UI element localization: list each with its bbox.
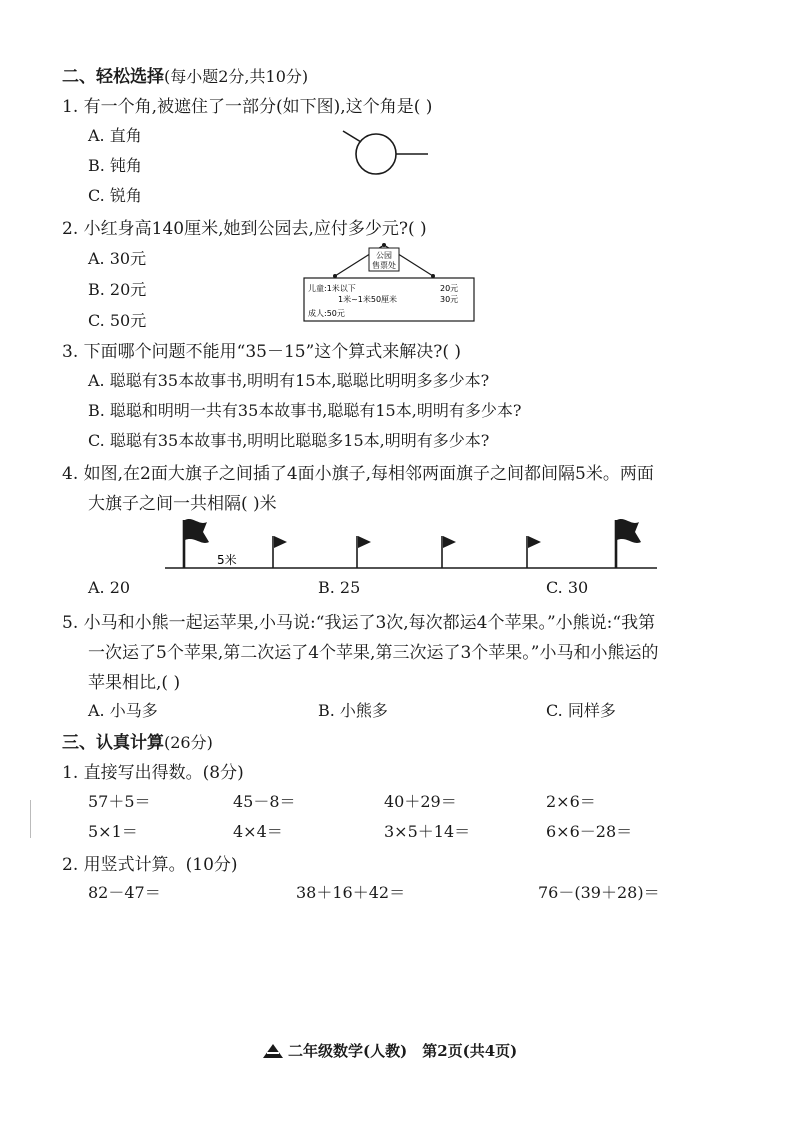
q4-option-c: C. 30	[546, 578, 589, 597]
sign-row3-label: 成人:50元	[308, 309, 345, 318]
hidden-angle-figure	[338, 122, 438, 186]
q5-option-c: C. 同样多	[546, 701, 616, 720]
section-2-note: (每小题2分,共10分)	[164, 67, 309, 86]
q1-option-c: C. 锐角	[88, 186, 142, 205]
calc-2-3: 3×5＋14＝	[384, 822, 471, 841]
calc-part1-title: 1. 直接写出得数。(8分)	[62, 763, 244, 783]
footer-text: 二年级数学(人教) 第2页(共4页)	[288, 1042, 518, 1060]
ticket-sign-figure	[300, 240, 478, 324]
vertical-calc-2: 38＋16＋42＝	[296, 883, 406, 902]
q4-stem-line2: 大旗子之间一共相隔( )米	[88, 494, 277, 514]
q3-stem: 3. 下面哪个问题不能用“35－15”这个算式来解决?( )	[62, 342, 462, 362]
sign-row2-price: 30元	[440, 295, 459, 304]
calc-1-2: 45－8＝	[233, 792, 296, 811]
flags-figure	[165, 512, 660, 574]
section-2-title: 二、轻松选择	[62, 67, 164, 87]
sign-title-2: 售票处	[372, 261, 396, 270]
binding-mark	[30, 800, 31, 838]
publisher-logo-icon	[262, 1043, 284, 1059]
vertical-calc-3: 76－(39＋28)＝	[538, 883, 660, 902]
q5-option-b: B. 小熊多	[318, 701, 388, 720]
sign-row2-label: 1米~1米50厘米	[338, 295, 398, 304]
q5-stem-line1: 5. 小马和小熊一起运苹果,小马说:“我运了3次,每次都运4个苹果。”小熊说:“我第	[62, 613, 656, 633]
section-3-note: (26分)	[164, 733, 213, 752]
section-3-heading	[62, 728, 213, 753]
q5-option-a: A. 小马多	[88, 701, 158, 720]
sign-row1-price: 20元	[440, 284, 459, 293]
page-footer	[262, 1040, 517, 1061]
q2-option-a: A. 30元	[88, 249, 147, 268]
q1-option-b: B. 钝角	[88, 156, 142, 175]
calc-part2-title: 2. 用竖式计算。(10分)	[62, 855, 238, 875]
q2-stem: 2. 小红身高140厘米,她到公园去,应付多少元?( )	[62, 219, 427, 239]
q5-stem-line2: 一次运了5个苹果,第二次运了4个苹果,第三次运了3个苹果。”小马和小熊运的	[88, 643, 659, 663]
q1-option-a: A. 直角	[88, 126, 142, 145]
q3-option-b: B. 聪聪和明明一共有35本故事书,聪聪有15本,明明有多少本?	[88, 401, 522, 420]
sign-title-1: 公园	[376, 251, 392, 260]
q5-stem-line3: 苹果相比,( )	[88, 673, 181, 693]
q2-option-b: B. 20元	[88, 280, 147, 299]
q1-stem: 1. 有一个角,被遮住了一部分(如下图),这个角是( )	[62, 97, 433, 117]
q3-option-a: A. 聪聪有35本故事书,明明有15本,聪聪比明明多多少本?	[88, 371, 490, 390]
sign-row1-label: 儿童:1米以下	[308, 284, 356, 293]
q4-stem-line1: 4. 如图,在2面大旗子之间插了4面小旗子,每相邻两面旗子之间都间隔5米。两面	[62, 464, 654, 484]
calc-1-3: 40＋29＝	[384, 792, 457, 811]
q4-option-a: A. 20	[88, 578, 131, 597]
q3-option-c: C. 聪聪有35本故事书,明明比聪聪多15本,明明有多少本?	[88, 431, 490, 450]
calc-2-2: 4×4＝	[233, 822, 283, 841]
calc-1-1: 57＋5＝	[88, 792, 151, 811]
section-2-heading	[62, 62, 308, 87]
q2-option-c: C. 50元	[88, 311, 147, 330]
calc-1-4: 2×6＝	[546, 792, 596, 811]
flag-gap-label: 5米	[217, 553, 237, 567]
vertical-calc-1: 82－47＝	[88, 883, 161, 902]
calc-2-1: 5×1＝	[88, 822, 138, 841]
section-3-title: 三、认真计算	[62, 733, 164, 753]
q4-option-b: B. 25	[318, 578, 361, 597]
calc-2-4: 6×6－28＝	[546, 822, 633, 841]
